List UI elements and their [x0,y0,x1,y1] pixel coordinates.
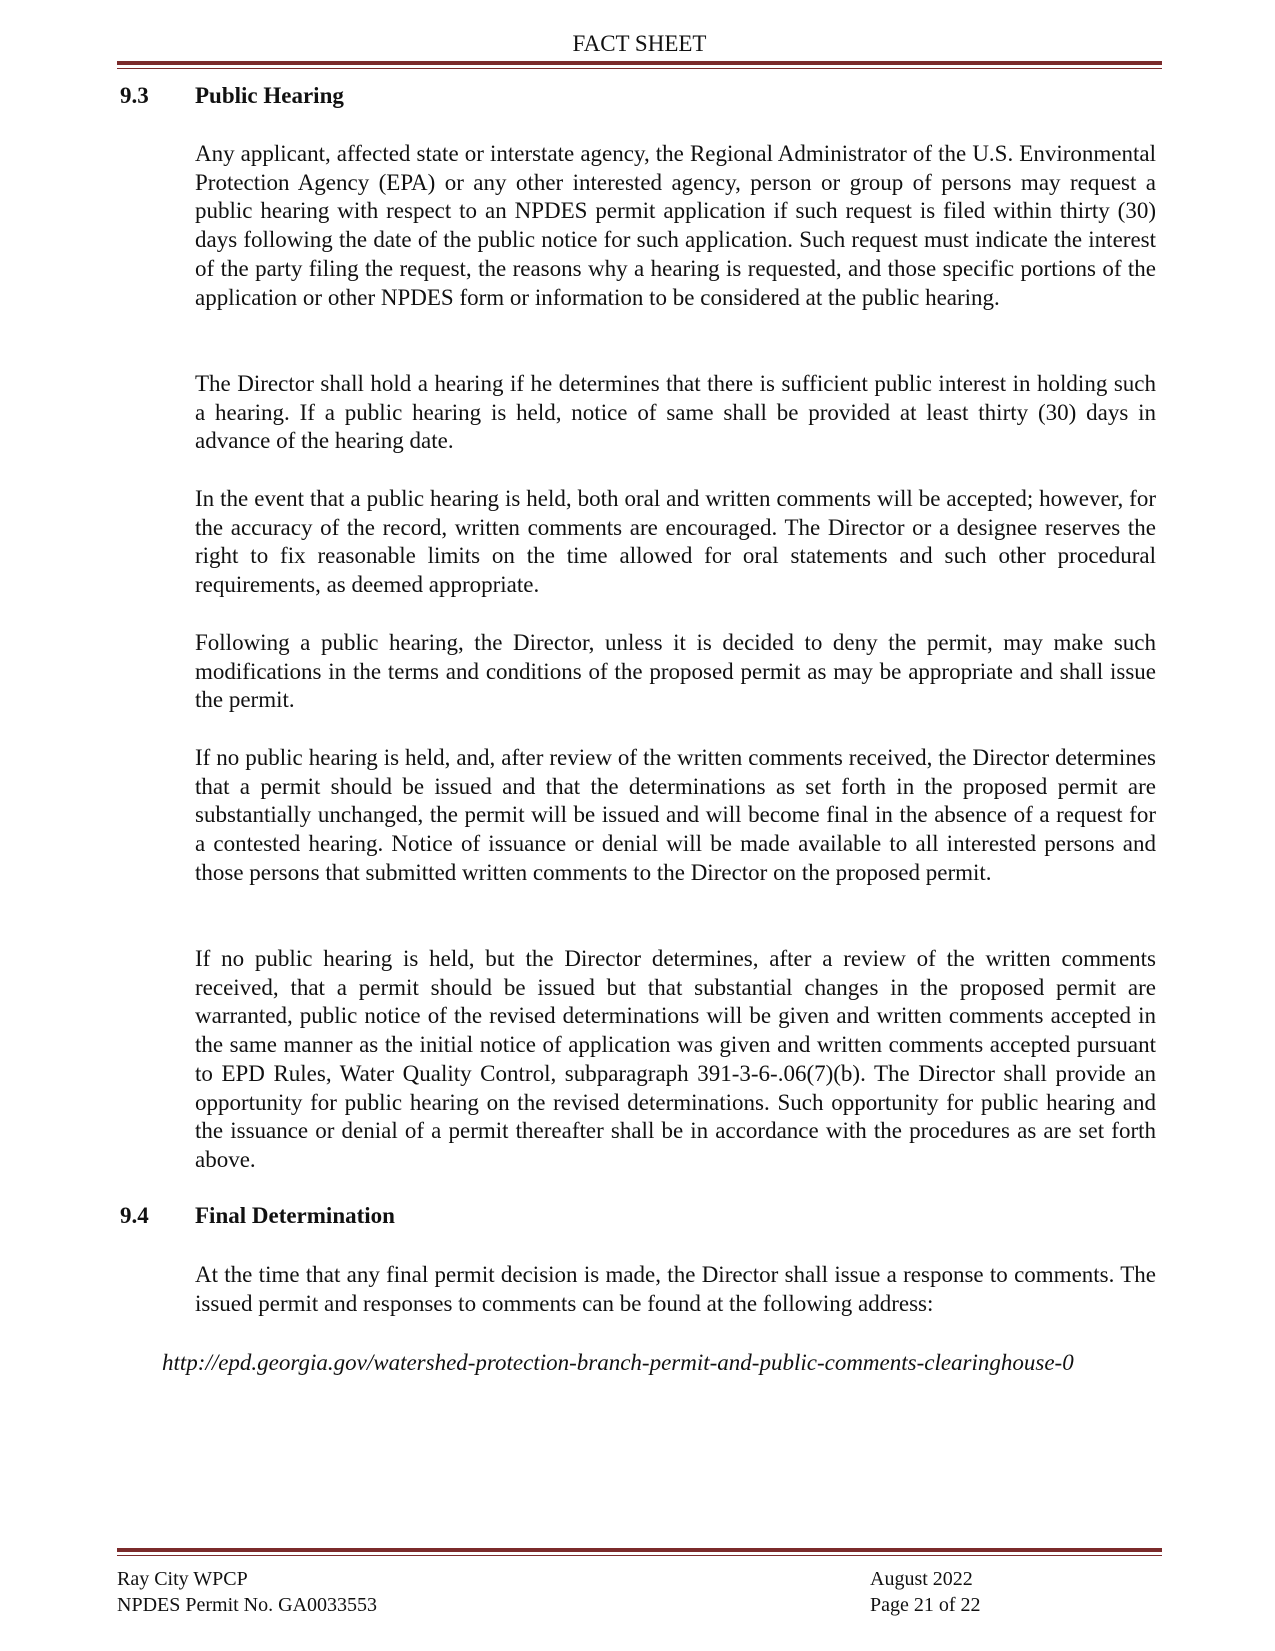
section-number: 9.3 [120,83,149,108]
paragraph: Any applicant, affected state or interstate agency, the Regional Administrator of the U.S. Environmental Protection Agency (EPA) or any other interested agency, person or group of persons may request a public hearing with respect to an NPDES permit application if such request is filed within thirty (30) days following the date of the public notice for such application. Such request must indicate the interest of the party filing the request, the reasons why a hearing is requested, and those specific portions of the application or other NPDES form or information to be considered at the public hearing. [195,141,1156,310]
footer-rule [117,1548,1162,1552]
section-heading [120,1202,395,1230]
section-number: 9.4 [120,1203,149,1228]
section-title: Public Hearing [195,83,344,108]
footer-page-number: Page 21 of 22 [870,1594,981,1616]
footer-facility: Ray City WPCP [117,1568,248,1590]
paragraph: At the time that any final permit decision is made, the Director shall issue a response to comments. The issued permit and responses to comments can be found at the following address: [195,1262,1156,1316]
section-title: Final Determination [195,1203,395,1228]
page-header-title: FACT SHEET [572,31,707,56]
footer-rule-thin [117,1555,1162,1556]
header-rule-thin [117,68,1162,69]
paragraph: The Director shall hold a hearing if he determines that there is sufficient public interest in holding such a hearing. If a public hearing is held, notice of same shall be provided at least thirty (30) days in advance of the hearing date. [195,371,1156,454]
paragraph: If no public hearing is held, and, after review of the written comments received, the Director determines that a permit should be issued and that the determinations as set forth in the proposed permit are substantially unchanged, the permit will be issued and will become final in the absence of a request for a contested hearing. Notice of issuance or denial will be made available to all interested persons and those persons that submitted written comments to the Director on the proposed permit. [195,745,1156,885]
section-heading [120,82,344,110]
footer-date: August 2022 [870,1568,973,1590]
header-rule [117,61,1162,65]
clearinghouse-link[interactable]: http://epd.georgia.gov/watershed-protection-branch-permit-and-public-comments-clearinghouse-0 [162,1350,1074,1375]
paragraph: If no public hearing is held, but the Director determines, after a review of the written comments received, that a permit should be issued but that substantial changes in the proposed permit are warranted, public notice of the revised determinations will be given and written comments accepted in the same manner as the initial notice of application was given and written comments accepted pursuant to EPD Rules, Water Quality Control, subparagraph 391-3-6-.06(7)(b). The Director shall provide an opportunity for public hearing on the revised determinations. Such opportunity for public hearing and the issuance or denial of a permit thereafter shall be in accordance with the procedures as are set forth above. [195,946,1156,1172]
paragraph: In the event that a public hearing is held, both oral and written comments will be accepted; however, for the accuracy of the record, written comments are encouraged. The Director or a designee reserves the right to fix reasonable limits on the time allowed for oral statements and such other procedural requirements, as deemed appropriate. [195,486,1156,598]
paragraph: Following a public hearing, the Director, unless it is decided to deny the permit, may make such modifications in the terms and conditions of the proposed permit as may be appropriate and shall issue the permit. [195,630,1156,713]
footer-permit-number: NPDES Permit No. GA0033553 [117,1594,378,1616]
